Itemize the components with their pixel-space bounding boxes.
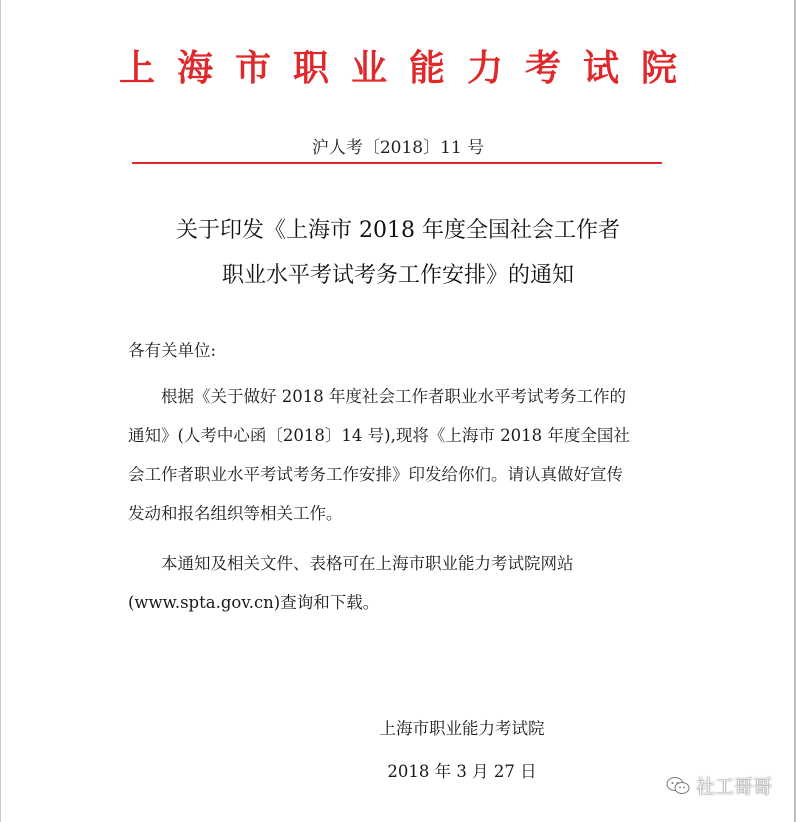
paragraph-1-line: 根据《关于做好 2018 年度社会工作者职业水平考试考务工作的 xyxy=(161,387,626,406)
document-number: 沪人考〔2018〕11 号 xyxy=(311,138,485,158)
watermark xyxy=(666,772,772,799)
paragraph-2 xyxy=(128,544,676,622)
watermark-text: 社工哥哥 xyxy=(695,776,772,798)
paragraph-1-line: 会工作者职业水平考试考务工作安排》印发给你们。请认真做好宣传 xyxy=(128,465,623,484)
page-edge-left xyxy=(0,0,1,822)
paragraph-1-line: 通知》(人考中心函〔2018〕14 号),现将《上海市 2018 年度全国社 xyxy=(128,426,630,445)
paragraph-1 xyxy=(128,377,676,533)
paragraph-1-line: 发动和报名组织等相关工作。 xyxy=(128,504,343,523)
org-header: 上海市职业能力考试院 xyxy=(118,48,699,89)
red-divider xyxy=(132,162,662,164)
wechat-icon xyxy=(666,775,690,797)
title-line-1: 关于印发《上海市 2018 年度全国社会工作者 xyxy=(176,218,620,243)
title-line-2: 职业水平考试考务工作安排》的通知 xyxy=(221,263,574,288)
salutation: 各有关单位: xyxy=(128,341,217,360)
paragraph-2-line: 本通知及相关文件、表格可在上海市职业能力考试院网站 xyxy=(161,554,574,573)
paragraph-2-line: (www.spta.gov.cn)查询和下载。 xyxy=(128,593,380,612)
signature-date: 2018 年 3 月 27 日 xyxy=(387,762,537,781)
signature-org: 上海市职业能力考试院 xyxy=(379,719,545,738)
